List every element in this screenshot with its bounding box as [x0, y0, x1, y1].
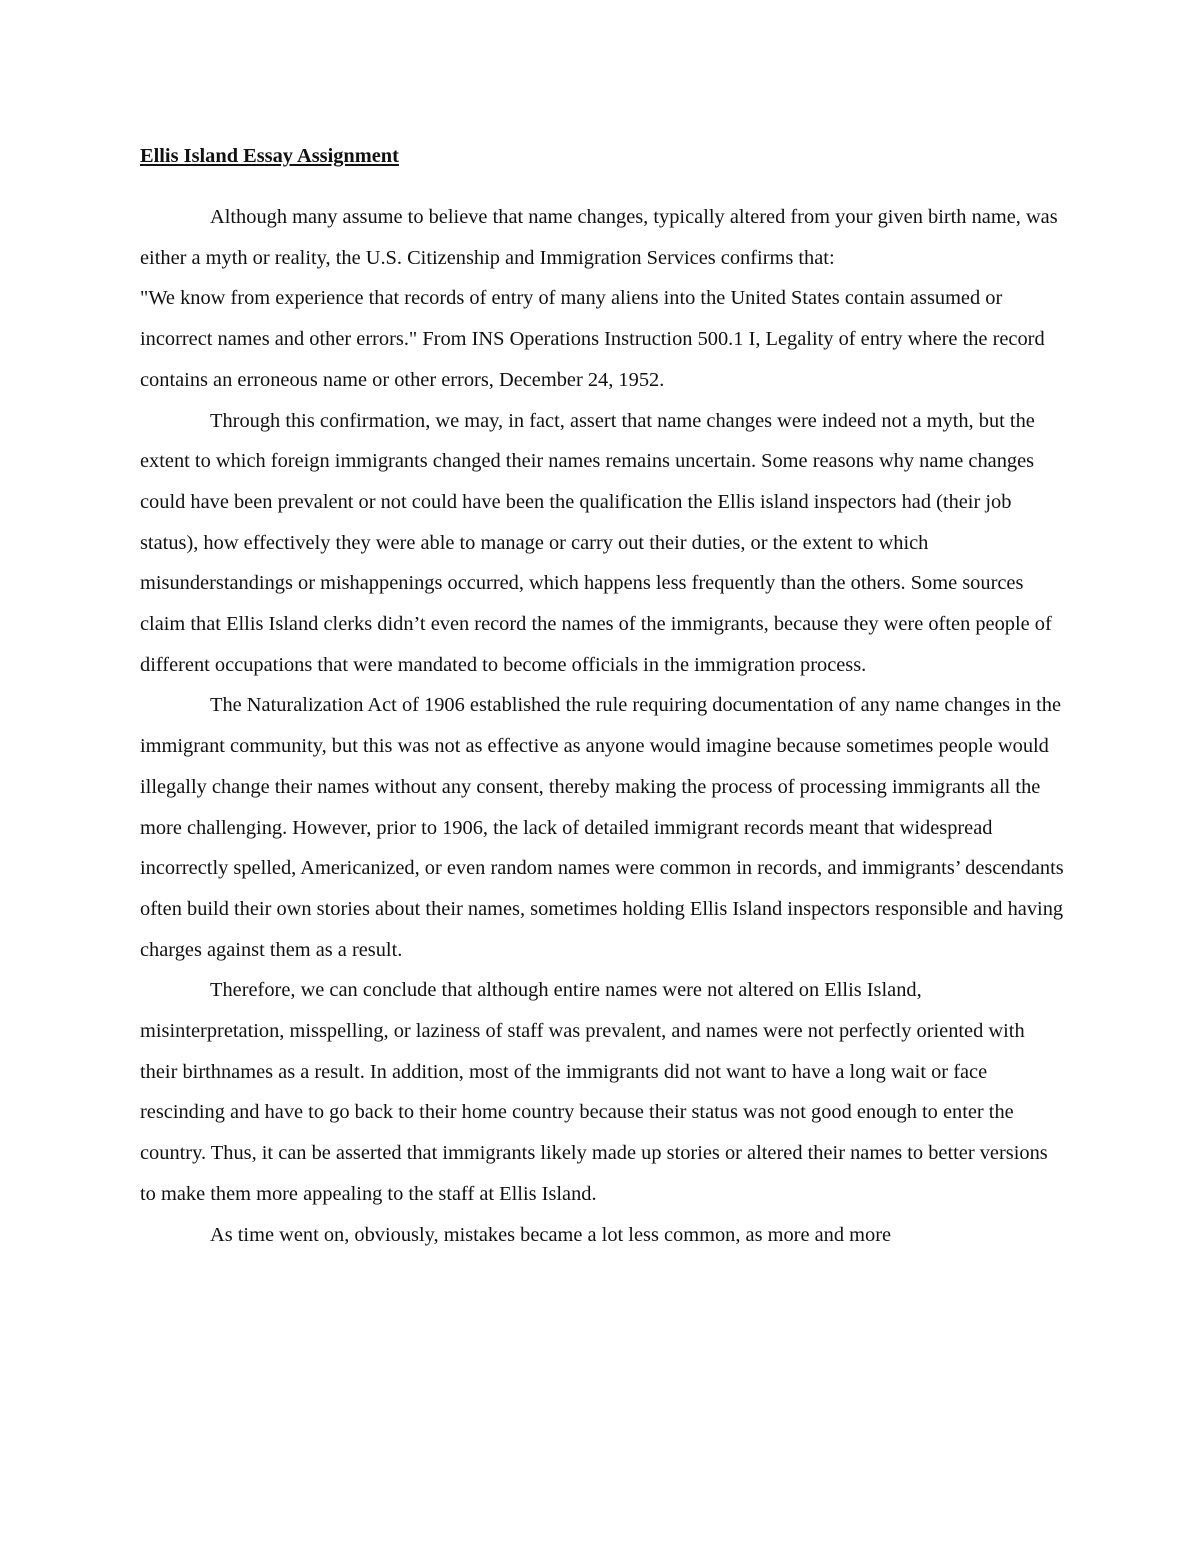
paragraph-5: Therefore, we can conclude that although entire names were not altered on Ellis Island, misinterpretation, misspelling, or laziness of staff was prevalent, and names were not perfectly oriented with their birthnames as a result. In addition, most of the immigrants did not want to have a long wait or face rescinding and have to go back to their home country because their status was not good enough to enter the country. Thus, it can be asserted that immigrants likely made up stories or altered their names to better versions to make them more appealing to the staff at Ellis Island. [140, 979, 1048, 1205]
paragraph-4: The Naturalization Act of 1906 established the rule requiring documentation of any name changes in the immigrant community, but this was not as effective as anyone would imagine because sometimes people would illegally change their names without any consent, thereby making the process of processing immigrants all the more challenging. However, prior to 1906, the lack of detailed immigrant records meant that widespread incorrectly spelled, Americanized, or even random names were common in records, and immigrants’ descendants often build their own stories about their names, sometimes holding Ellis Island inspectors responsible and having charges against them as a result. [140, 694, 1064, 961]
paragraph-1: Although many assume to believe that name changes, typically altered from your given birth name, was either a myth or reality, the U.S. Citizenship and Immigration Services confirms that: [140, 206, 1058, 269]
document-page [140, 140, 1065, 1255]
paragraph-6: As time went on, obviously, mistakes became a lot less common, as more and more [210, 1223, 892, 1246]
paragraph-2-quote: "We know from experience that records of entry of many aliens into the United States contain assumed or incorrect names and other errors." From INS Operations Instruction 500.1 I, Legality of entry where the record contains an erroneous name or other errors, December 24, 1952. [140, 287, 1045, 391]
document-body [140, 197, 1065, 1255]
paragraph-3: Through this confirmation, we may, in fact, assert that name changes were indeed not a myth, but the extent to which foreign immigrants changed their names remains uncertain. Some reasons why name changes could have been prevalent or not could have been the qualification the Ellis island inspectors had (their job status), how effectively they were able to manage or carry out their duties, or the extent to which misunderstandings or mishappenings occurred, which happens less frequently than the others. Some sources claim that Ellis Island clerks didn’t even record the names of the immigrants, because they were often people of different occupations that were mandated to become officials in the immigration process. [140, 409, 1052, 676]
document-title: Ellis Island Essay Assignment [140, 145, 399, 167]
